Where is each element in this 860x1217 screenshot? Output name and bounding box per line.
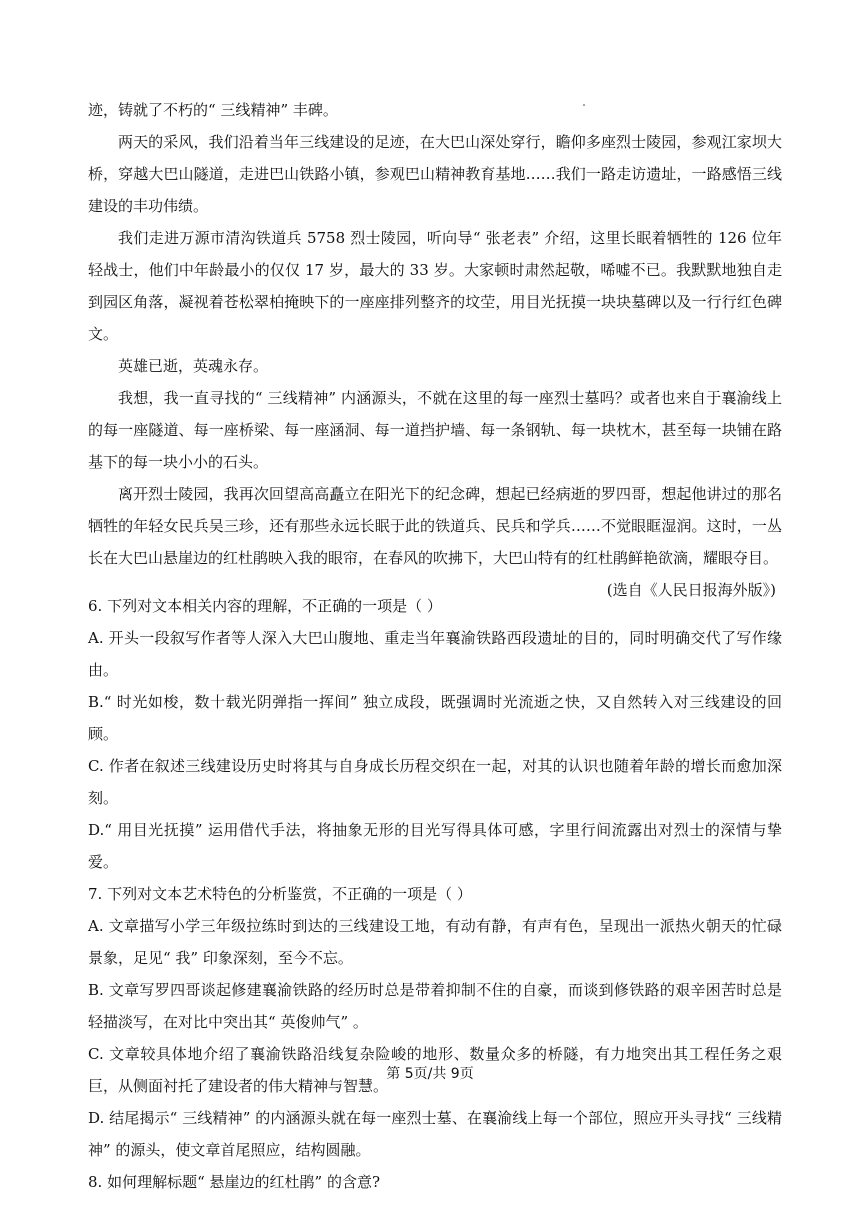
passage xyxy=(88,94,782,606)
option-a: A. 文章描写小学三年级拉练时到达的三线建设工地，有动有静，有声有色，呈现出一派热火朝天的忙碌景象，足见“ 我” 印象深刻，至今不忘。 xyxy=(88,917,782,967)
question-stem: 8. 如何理解标题“ 悬崖边的红杜鹃” 的含意? xyxy=(88,1173,380,1191)
question-stem: 7. 下列对文本艺术特色的分析鉴赏，不正确的一项是（ ） xyxy=(88,885,472,903)
option-b: B. 文章写罗四哥谈起修建襄渝铁路的经历时总是带着抑制不住的自豪，而谈到修铁路的艰辛困苦时总是轻描淡写，在对比中突出其“ 英俊帅气” 。 xyxy=(88,981,782,1031)
question-stem: 6. 下列对文本相关内容的理解，不正确的一项是（ ） xyxy=(88,597,442,615)
question-7 xyxy=(88,878,782,1166)
passage-paragraph: 迹，铸就了不朽的“ 三线精神” 丰碑。 xyxy=(88,101,338,119)
option-c: C. 文章较具体地介绍了襄渝铁路沿线复杂险峻的地形、数量众多的桥隧，有力地突出其工程任务之艰巨，从侧面衬托了建设者的伟大精神与智慧。 xyxy=(88,1045,782,1095)
option-b: B.“ 时光如梭，数十载光阴弹指一挥间” 独立成段，既强调时光流逝之快，又自然转入对三线建设的回顾。 xyxy=(88,693,782,743)
question-8 xyxy=(88,1166,782,1198)
page-number: 第 5页/共 9页 xyxy=(386,1066,474,1082)
option-c: C. 作者在叙述三线建设历史时将其与自身成长历程交织在一起，对其的认识也随着年龄的增长而愈加深刻。 xyxy=(88,757,782,807)
passage-paragraph: 我们走进万源市清沟铁道兵 5758 烈士陵园，听向导“ 张老表” 介绍，这里长眠着牺牲的 126 位年轻战士，他们中年龄最小的仅仅 17 岁，最大的 33 岁。大家顿时肃然起敬，唏嘘不已。我默默地独自走到园区角落，凝视着苍松翠柏掩映下的一座座排列整齐的坟茔，用目光抚摸一块块墓碑以及一行行红色碑文。 xyxy=(88,229,782,343)
option-d: D. 结尾揭示“ 三线精神” 的内涵源头就在每一座烈士墓、在襄渝线上每一个部位，照应开头寻找“ 三线精神” 的源头，使文章首尾照应，结构圆融。 xyxy=(88,1109,782,1159)
questions xyxy=(88,590,782,1198)
passage-paragraph: 离开烈士陵园，我再次回望高高矗立在阳光下的纪念碑，想起已经病逝的罗四哥，想起他讲过的那名牺牲的年轻女民兵吴三珍，还有那些永远长眠于此的铁道兵、民兵和学兵……不觉眼眶湿润。这时，一丛长在大巴山悬崖边的红杜鹃映入我的眼帘，在春风的吹拂下，大巴山特有的红杜鹃鲜艳欲滴，耀眼夺目。 xyxy=(88,485,782,567)
passage-paragraph: 两天的采风，我们沿着当年三线建设的足迹，在大巴山深处穿行，瞻仰多座烈士陵园，参观江家坝大桥，穿越大巴山隧道，走进巴山铁路小镇，参观巴山精神教育基地……我们一路走访遗址，一路感悟三线建设的丰功伟绩。 xyxy=(88,133,782,215)
passage-paragraph: 我想，我一直寻找的“ 三线精神” 内涵源头，不就在这里的每一座烈士墓吗？或者也来自于襄渝线上的每一座隧道、每一座桥梁、每一座涵洞、每一道挡护墙、每一条钢轨、每一块枕木，甚至每一块铺在路基下的每一块小小的石头。 xyxy=(88,389,782,471)
option-d: D.“ 用目光抚摸” 运用借代手法，将抽象无形的目光写得具体可感，字里行间流露出对烈士的深情与挚爱。 xyxy=(88,821,782,871)
passage-paragraph: 英雄已逝，英魂永存。 xyxy=(118,357,269,375)
source-citation: (选自《人民日报海外版》) xyxy=(606,581,776,599)
option-a: A. 开头一段叙写作者等人深入大巴山腹地、重走当年襄渝铁路西段遗址的目的，同时明确交代了写作缘由。 xyxy=(88,629,782,679)
question-6 xyxy=(88,590,782,878)
